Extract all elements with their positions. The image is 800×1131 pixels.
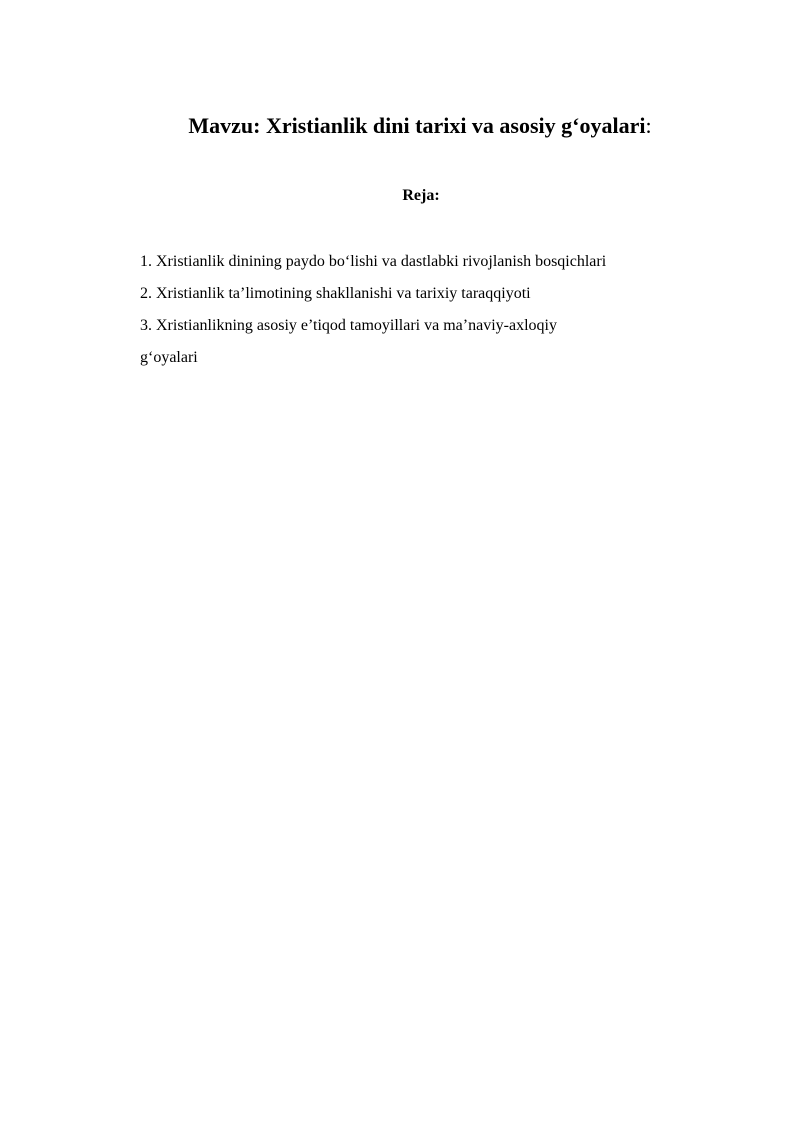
plan-item-2: 2. Xristianlik ta’limotining shakllanishi va tarixiy taraqqiyoti [140, 285, 531, 302]
document-title-colon: : [645, 113, 652, 138]
plan-list [140, 246, 700, 374]
plan-item-3-continuation: g‘oyalari [140, 349, 198, 366]
document-title [0, 111, 800, 141]
document-title-text: Mavzu: Xristianlik dini tarixi va asosiy g‘oyalari [188, 113, 646, 138]
plan-heading: Reja: [402, 187, 440, 204]
plan-item-1: 1. Xristianlik dinining paydo bo‘lishi va dastlabki rivojlanish bosqichlari [140, 253, 607, 270]
plan-item-3: 3. Xristianlikning asosiy e’tiqod tamoyillari va ma’naviy-axloqiy [140, 317, 557, 334]
